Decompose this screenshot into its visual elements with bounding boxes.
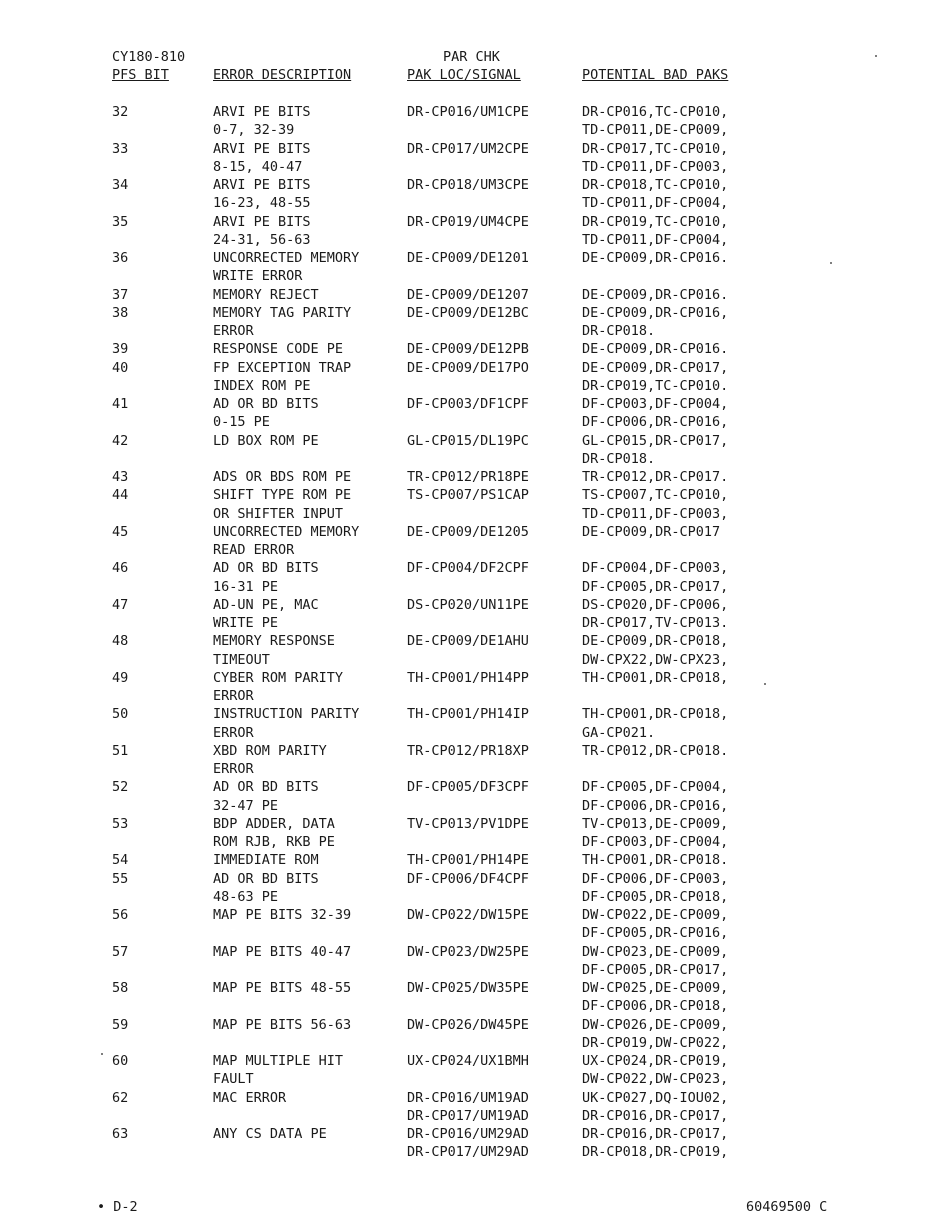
error-description-cell: 16-31 PE	[213, 578, 279, 595]
table-row	[0, 851, 950, 869]
error-description-cell: IMMEDIATE ROM	[213, 852, 319, 869]
table-row	[0, 541, 950, 559]
page-number: D-2	[113, 1199, 138, 1215]
table-row	[0, 614, 950, 632]
potential-bad-paks-cell: DF-CP006,DR-CP016,	[582, 797, 729, 814]
scan-speck	[830, 262, 832, 264]
table-row	[0, 924, 950, 942]
pfs-bit-cell: 54	[112, 852, 129, 869]
table-row	[0, 742, 950, 760]
pak-loc-signal-cell: DE-CP009/DE1207	[407, 286, 529, 303]
error-description-cell: ARVI PE BITS	[213, 140, 311, 157]
potential-bad-paks-cell: DE-CP009,DR-CP016.	[582, 341, 729, 358]
pak-loc-signal-cell: DS-CP020/UN11PE	[407, 596, 529, 613]
error-description-cell: ADS OR BDS ROM PE	[213, 469, 352, 485]
potential-bad-paks-cell: DF-CP006,DR-CP016,	[582, 414, 729, 431]
pfs-bit-cell: 41	[112, 396, 129, 412]
pfs-bit-cell: 59	[112, 1016, 129, 1033]
error-description-cell: ARVI PE BITS	[213, 177, 311, 193]
error-description-cell: 24-31, 56-63	[213, 231, 311, 248]
error-description-cell: 0-15 PE	[213, 414, 270, 431]
scan-speck	[101, 1053, 103, 1055]
potential-bad-paks-cell: DE-CP009,DR-CP016.	[582, 250, 729, 266]
potential-bad-paks-cell: DR-CP019,TC-CP010,	[582, 213, 729, 230]
error-description-cell: MEMORY TAG PARITY	[213, 304, 352, 321]
pfs-bit-cell: 32	[112, 104, 129, 120]
potential-bad-paks-cell: DF-CP005,DF-CP004,	[582, 779, 729, 796]
pak-loc-signal-cell: DW-CP026/DW45PE	[407, 1016, 529, 1033]
table-row	[0, 760, 950, 778]
error-description-cell: WRITE PE	[213, 615, 279, 631]
potential-bad-paks-cell: DF-CP004,DF-CP003,	[582, 560, 729, 577]
error-description-cell: ARVI PE BITS	[213, 104, 311, 120]
table-row	[0, 432, 950, 450]
pfs-bit-cell: 56	[112, 907, 129, 923]
potential-bad-paks-cell: DE-CP009,DR-CP016.	[582, 286, 729, 303]
table-row	[0, 961, 950, 979]
table-row	[0, 121, 950, 139]
pfs-bit-cell: 38	[112, 304, 129, 321]
error-description-cell: MAP MULTIPLE HIT	[213, 1053, 344, 1069]
table-row	[0, 1070, 950, 1088]
pfs-bit-cell: 43	[112, 469, 129, 485]
pak-loc-signal-cell: DW-CP025/DW35PE	[407, 980, 529, 996]
error-description-cell: TIMEOUT	[213, 651, 270, 668]
pak-loc-signal-cell: DR-CP017/UM19AD	[407, 1107, 529, 1124]
pfs-bit-cell: 39	[112, 341, 129, 358]
table-row	[0, 194, 950, 212]
footer-document-number: 60469500 C	[746, 1199, 828, 1215]
pfs-bit-cell: 51	[112, 742, 129, 759]
pak-loc-signal-cell: DE-CP009/DE1AHU	[407, 633, 529, 650]
potential-bad-paks-cell: DE-CP009,DR-CP017	[582, 523, 721, 540]
table-row	[0, 1034, 950, 1052]
potential-bad-paks-cell: DF-CP003,DF-CP004,	[582, 834, 729, 850]
potential-bad-paks-cell: DR-CP017,TC-CP010,	[582, 140, 729, 157]
table-row	[0, 486, 950, 504]
error-table	[0, 103, 950, 1162]
pak-loc-signal-cell: TR-CP012/PR18PE	[407, 469, 529, 485]
potential-bad-paks-cell: TD-CP011,DF-CP003,	[582, 505, 729, 522]
table-row	[0, 669, 950, 687]
pak-loc-signal-cell: DF-CP006/DF4CPF	[407, 870, 529, 887]
potential-bad-paks-cell: DE-CP009,DR-CP017,	[582, 359, 729, 376]
model-label: CY180-810	[112, 49, 186, 65]
potential-bad-paks-cell: DR-CP016,TC-CP010,	[582, 104, 729, 120]
potential-bad-paks-cell: DW-CP026,DE-CP009,	[582, 1016, 729, 1033]
pak-loc-signal-cell: DF-CP004/DF2CPF	[407, 560, 529, 577]
potential-bad-paks-cell: DR-CP018.	[582, 323, 656, 339]
error-description-cell: MAP PE BITS 32-39	[213, 907, 352, 923]
pak-loc-signal-cell: TR-CP012/PR18XP	[407, 742, 529, 759]
error-description-cell: AD-UN PE, MAC	[213, 596, 319, 613]
error-description-cell: MEMORY REJECT	[213, 286, 319, 303]
table-row	[0, 249, 950, 267]
error-description-cell: INDEX ROM PE	[213, 377, 311, 394]
table-row	[0, 413, 950, 431]
table-row	[0, 231, 950, 249]
error-description-cell: AD OR BD BITS	[213, 396, 319, 412]
potential-bad-paks-cell: TS-CP007,TC-CP010,	[582, 487, 729, 504]
pfs-bit-cell: 44	[112, 487, 129, 504]
error-description-cell: READ ERROR	[213, 542, 295, 558]
table-row	[0, 815, 950, 833]
error-description-cell: RESPONSE CODE PE	[213, 341, 344, 358]
table-row	[0, 468, 950, 486]
pfs-bit-cell: 50	[112, 706, 129, 723]
error-description-cell: UNCORRECTED MEMORY	[213, 523, 360, 540]
table-row	[0, 450, 950, 468]
error-description-cell: 0-7, 32-39	[213, 122, 295, 139]
error-description-cell: MAP PE BITS 48-55	[213, 980, 352, 996]
pfs-bit-cell: 33	[112, 140, 129, 157]
column-header-error-description: ERROR DESCRIPTION	[213, 67, 352, 83]
table-row	[0, 523, 950, 541]
pak-loc-signal-cell: TH-CP001/PH14PP	[407, 669, 529, 686]
table-row	[0, 322, 950, 340]
potential-bad-paks-cell: DW-CP025,DE-CP009,	[582, 980, 729, 996]
pfs-bit-cell: 57	[112, 943, 129, 960]
potential-bad-paks-cell: DR-CP019,TC-CP010.	[582, 377, 729, 394]
pak-loc-signal-cell: DR-CP019/UM4CPE	[407, 213, 529, 230]
potential-bad-paks-cell: DF-CP005,DR-CP017,	[582, 961, 729, 978]
potential-bad-paks-cell: DW-CP023,DE-CP009,	[582, 943, 729, 960]
column-header-pak-loc-signal: PAK LOC/SIGNAL	[407, 67, 521, 83]
pfs-bit-cell: 46	[112, 560, 129, 577]
error-description-cell: CYBER ROM PARITY	[213, 669, 344, 686]
pak-loc-signal-cell: DR-CP016/UM19AD	[407, 1089, 529, 1106]
pfs-bit-cell: 36	[112, 250, 129, 266]
potential-bad-paks-cell: TD-CP011,DE-CP009,	[582, 122, 729, 139]
potential-bad-paks-cell: DE-CP009,DR-CP018,	[582, 633, 729, 650]
column-header-pfs-bit: PFS BIT	[112, 67, 169, 83]
pak-loc-signal-cell: TV-CP013/PV1DPE	[407, 815, 529, 832]
table-row	[0, 304, 950, 322]
error-description-cell: MEMORY RESPONSE	[213, 633, 335, 650]
error-description-cell: AD OR BD BITS	[213, 779, 319, 796]
table-row	[0, 158, 950, 176]
error-description-cell: UNCORRECTED MEMORY	[213, 250, 360, 266]
table-row	[0, 943, 950, 961]
pak-loc-signal-cell: DR-CP016/UM29AD	[407, 1126, 529, 1142]
potential-bad-paks-cell: DR-CP017,TV-CP013.	[582, 615, 729, 631]
potential-bad-paks-cell: TH-CP001,DR-CP018.	[582, 852, 729, 869]
table-row	[0, 888, 950, 906]
pak-loc-signal-cell: DW-CP023/DW25PE	[407, 943, 529, 960]
pfs-bit-cell: 34	[112, 177, 129, 193]
error-description-cell: MAP PE BITS 56-63	[213, 1016, 352, 1033]
pak-loc-signal-cell: DR-CP017/UM29AD	[407, 1144, 529, 1161]
table-row	[0, 395, 950, 413]
error-description-cell: WRITE ERROR	[213, 268, 303, 285]
par-chk-label: PAR CHK	[443, 49, 500, 65]
pak-loc-signal-cell: DE-CP009/DE1201	[407, 250, 529, 266]
potential-bad-paks-cell: DW-CP022,DW-CP023,	[582, 1071, 729, 1088]
potential-bad-paks-cell: UX-CP024,DR-CP019,	[582, 1053, 729, 1069]
potential-bad-paks-cell: TV-CP013,DE-CP009,	[582, 815, 729, 832]
pak-loc-signal-cell: TH-CP001/PH14PE	[407, 852, 529, 869]
table-row	[0, 1107, 950, 1125]
error-description-cell: BDP ADDER, DATA	[213, 815, 335, 832]
potential-bad-paks-cell: DF-CP005,DR-CP016,	[582, 925, 729, 942]
potential-bad-paks-cell: TD-CP011,DF-CP004,	[582, 195, 729, 212]
error-description-cell: FAULT	[213, 1071, 254, 1088]
pfs-bit-cell: 49	[112, 669, 129, 686]
pfs-bit-cell: 53	[112, 815, 129, 832]
potential-bad-paks-cell: DF-CP003,DF-CP004,	[582, 396, 729, 412]
error-description-cell: 8-15, 40-47	[213, 158, 303, 175]
pak-loc-signal-cell: DF-CP003/DF1CPF	[407, 396, 529, 412]
potential-bad-paks-cell: DR-CP018.	[582, 450, 656, 467]
potential-bad-paks-cell: TD-CP011,DF-CP003,	[582, 158, 729, 175]
scan-speck	[875, 55, 877, 57]
potential-bad-paks-cell: TD-CP011,DF-CP004,	[582, 231, 729, 248]
table-row	[0, 176, 950, 194]
error-description-cell: AD OR BD BITS	[213, 560, 319, 577]
scan-speck	[764, 683, 766, 685]
pfs-bit-cell: 48	[112, 633, 129, 650]
pak-loc-signal-cell: DE-CP009/DE12BC	[407, 304, 529, 321]
error-description-cell: 32-47 PE	[213, 797, 279, 814]
error-description-cell: FP EXCEPTION TRAP	[213, 359, 352, 376]
potential-bad-paks-cell: GL-CP015,DR-CP017,	[582, 432, 729, 449]
table-row	[0, 596, 950, 614]
potential-bad-paks-cell: TH-CP001,DR-CP018,	[582, 706, 729, 723]
potential-bad-paks-cell: DE-CP009,DR-CP016,	[582, 304, 729, 321]
potential-bad-paks-cell: TR-CP012,DR-CP017.	[582, 469, 729, 485]
error-description-cell: MAC ERROR	[213, 1089, 287, 1106]
potential-bad-paks-cell: TR-CP012,DR-CP018.	[582, 742, 729, 759]
table-row	[0, 870, 950, 888]
table-row	[0, 1143, 950, 1161]
table-row	[0, 979, 950, 997]
pak-loc-signal-cell: TS-CP007/PS1CAP	[407, 487, 529, 504]
potential-bad-paks-cell: UK-CP027,DQ-IOU02,	[582, 1089, 729, 1106]
error-description-cell: ARVI PE BITS	[213, 213, 311, 230]
footer-page-number	[97, 1198, 138, 1216]
error-description-cell: LD BOX ROM PE	[213, 432, 319, 449]
error-description-cell: SHIFT TYPE ROM PE	[213, 487, 352, 504]
pfs-bit-cell: 63	[112, 1126, 129, 1142]
pak-loc-signal-cell: DW-CP022/DW15PE	[407, 907, 529, 923]
pfs-bit-cell: 40	[112, 359, 129, 376]
pak-loc-signal-cell: DE-CP009/DE17PO	[407, 359, 529, 376]
potential-bad-paks-cell: DF-CP005,DR-CP018,	[582, 888, 729, 905]
potential-bad-paks-cell: DW-CPX22,DW-CPX23,	[582, 651, 729, 668]
error-description-cell: ROM RJB, RKB PE	[213, 834, 335, 850]
error-description-cell: ERROR	[213, 724, 254, 741]
table-row	[0, 632, 950, 650]
potential-bad-paks-cell: DS-CP020,DF-CP006,	[582, 596, 729, 613]
pak-loc-signal-cell: UX-CP024/UX1BMH	[407, 1053, 529, 1069]
table-row	[0, 267, 950, 285]
table-row	[0, 797, 950, 815]
pak-loc-signal-cell: DE-CP009/DE1205	[407, 523, 529, 540]
table-row	[0, 213, 950, 231]
pfs-bit-cell: 47	[112, 596, 129, 613]
table-row	[0, 505, 950, 523]
error-description-cell: 16-23, 48-55	[213, 195, 311, 212]
potential-bad-paks-cell: DW-CP022,DE-CP009,	[582, 907, 729, 923]
pak-loc-signal-cell: GL-CP015/DL19PC	[407, 432, 529, 449]
error-description-cell: ERROR	[213, 761, 254, 777]
pfs-bit-cell: 42	[112, 432, 129, 449]
table-row	[0, 340, 950, 358]
pak-loc-signal-cell: DR-CP016/UM1CPE	[407, 104, 529, 120]
table-row	[0, 778, 950, 796]
error-description-cell: MAP PE BITS 40-47	[213, 943, 352, 960]
pfs-bit-cell: 58	[112, 980, 129, 996]
potential-bad-paks-cell: GA-CP021.	[582, 724, 656, 741]
potential-bad-paks-cell: DR-CP018,TC-CP010,	[582, 177, 729, 193]
error-description-cell: ANY CS DATA PE	[213, 1126, 327, 1142]
table-row	[0, 651, 950, 669]
pak-loc-signal-cell: TH-CP001/PH14IP	[407, 706, 529, 723]
potential-bad-paks-cell: DF-CP005,DR-CP017,	[582, 578, 729, 595]
pak-loc-signal-cell: DR-CP018/UM3CPE	[407, 177, 529, 193]
table-row	[0, 377, 950, 395]
table-row	[0, 997, 950, 1015]
pfs-bit-cell: 60	[112, 1053, 129, 1069]
bullet-icon: •	[97, 1199, 114, 1215]
pak-loc-signal-cell: DR-CP017/UM2CPE	[407, 140, 529, 157]
error-description-cell: ERROR	[213, 323, 254, 339]
error-description-cell: AD OR BD BITS	[213, 870, 319, 887]
error-description-cell: ERROR	[213, 688, 254, 704]
error-description-cell: INSTRUCTION PARITY	[213, 706, 360, 723]
pfs-bit-cell: 45	[112, 523, 129, 540]
table-row	[0, 1016, 950, 1034]
potential-bad-paks-cell: DR-CP016,DR-CP017,	[582, 1107, 729, 1124]
table-row	[0, 705, 950, 723]
table-row	[0, 359, 950, 377]
error-description-cell: 48-63 PE	[213, 888, 279, 905]
table-row	[0, 1089, 950, 1107]
potential-bad-paks-cell: TH-CP001,DR-CP018,	[582, 669, 729, 686]
table-row	[0, 140, 950, 158]
table-row	[0, 286, 950, 304]
table-row	[0, 578, 950, 596]
column-header-potential-bad-paks: POTENTIAL BAD PAKS	[582, 67, 729, 83]
table-row	[0, 724, 950, 742]
error-description-cell: OR SHIFTER INPUT	[213, 505, 344, 522]
table-row	[0, 906, 950, 924]
table-row	[0, 559, 950, 577]
potential-bad-paks-cell: DF-CP006,DR-CP018,	[582, 998, 729, 1015]
potential-bad-paks-cell: DR-CP019,DW-CP022,	[582, 1034, 729, 1051]
pak-loc-signal-cell: DF-CP005/DF3CPF	[407, 779, 529, 796]
table-row	[0, 1052, 950, 1070]
pak-loc-signal-cell: DE-CP009/DE12PB	[407, 341, 529, 358]
table-row	[0, 687, 950, 705]
table-row	[0, 103, 950, 121]
table-row	[0, 1125, 950, 1143]
pfs-bit-cell: 35	[112, 213, 129, 230]
pfs-bit-cell: 52	[112, 779, 129, 796]
potential-bad-paks-cell: DR-CP016,DR-CP017,	[582, 1126, 729, 1142]
table-row	[0, 833, 950, 851]
potential-bad-paks-cell: DR-CP018,DR-CP019,	[582, 1144, 729, 1161]
pfs-bit-cell: 62	[112, 1089, 129, 1106]
potential-bad-paks-cell: DF-CP006,DF-CP003,	[582, 870, 729, 887]
pfs-bit-cell: 55	[112, 870, 129, 887]
pfs-bit-cell: 37	[112, 286, 129, 303]
error-description-cell: XBD ROM PARITY	[213, 742, 327, 759]
